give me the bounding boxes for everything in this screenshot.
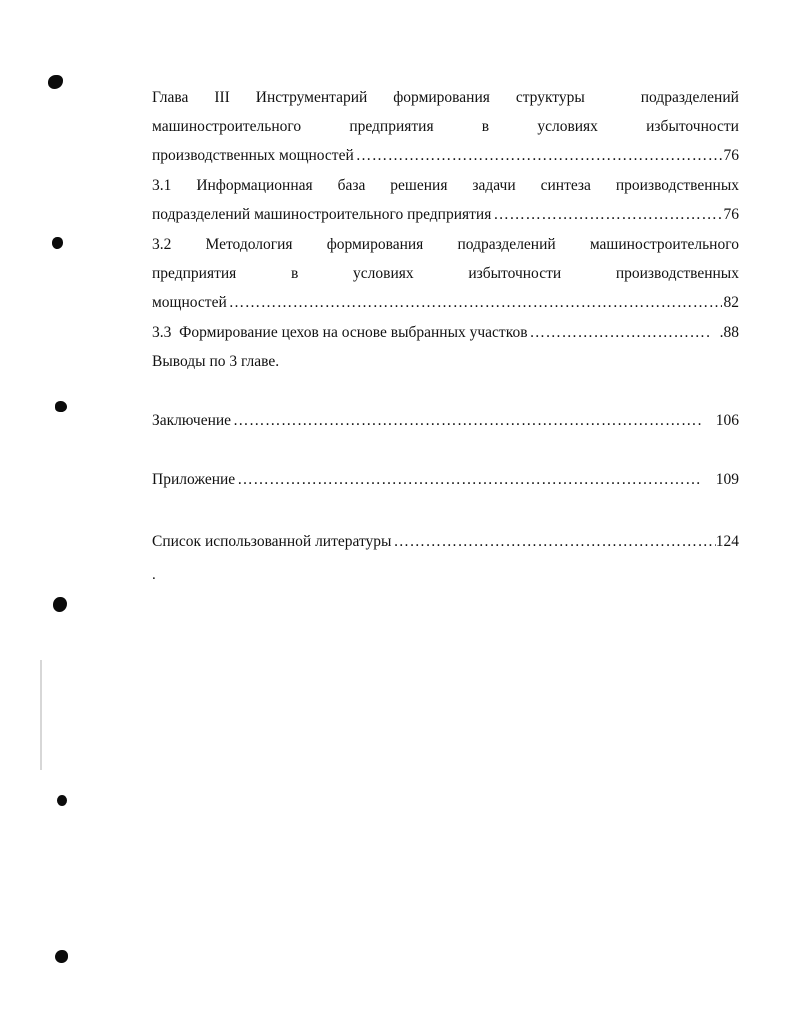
toc-leader-dots [393,531,715,553]
punch-hole-mark [55,401,67,412]
toc-word: Глава [152,89,189,106]
toc-word: Инструментарий [255,89,368,106]
toc-page-number: 76 [723,206,739,223]
toc-word: подразделений [640,89,739,106]
toc-chapter3-line2 [152,116,739,138]
toc-word: Методология [205,236,293,253]
toc-entry-text: 3.3 Формирование цехов на основе выбранных участков [152,324,528,341]
toc-word: III [214,89,230,106]
toc-word: 3.2 [152,236,172,253]
toc-leader-dots [229,292,722,314]
toc-word: машиностроительного [152,118,302,135]
toc-word: решения [390,177,448,194]
toc-s32-line1 [152,234,739,256]
toc-leader-dots [233,410,702,432]
toc-leader-dots [530,322,710,344]
toc-s32-line3 [152,292,739,314]
toc-leader-dots [356,145,722,167]
toc-entry-text: производственных мощностей [152,147,354,164]
toc-leader-dots [493,204,721,226]
toc-word: база [337,177,366,194]
toc-word: условиях [537,118,598,135]
toc-page-number: 82 [723,294,739,311]
punch-hole-mark [53,597,67,612]
toc-page-number: 106 [715,412,739,429]
toc-word: в [481,118,490,135]
toc-word: формирования [393,89,490,106]
toc-chapter3-line1 [152,87,739,109]
toc-entry-text: Приложение [152,471,236,488]
toc-word: в [290,265,299,282]
toc-chapter3-line3 [152,145,739,167]
toc-word: предприятия [349,118,434,135]
punch-hole-mark [52,237,63,249]
toc-word: избыточности [468,265,562,282]
toc-word: синтеза [540,177,591,194]
toc-prilozhenie [152,469,739,491]
toc-page-number: 109 [715,471,739,488]
toc-word: производственных [615,177,739,194]
toc-word: задачи [472,177,516,194]
toc-page-number: .88 [719,324,739,341]
toc-s31-line1 [152,175,739,197]
toc-word: подразделений [457,236,556,253]
toc-word: условиях [353,265,414,282]
toc-page-number: 124 [715,533,739,550]
toc-word: формирования [326,236,424,253]
toc-s31-line2 [152,204,739,226]
toc-word: 3.1 [152,177,172,194]
toc-literatura [152,531,739,553]
toc-leader-dots [237,469,702,491]
toc-page-number: 76 [723,147,739,164]
toc-entry-text: мощностей [152,294,227,311]
scan-edge-artifact [40,660,42,770]
toc-word: производственных [615,265,739,282]
punch-hole-mark [48,75,63,89]
toc-s33 [152,322,739,344]
toc-word: машиностроительного [589,236,739,253]
toc-entry-text: Список использованной литературы [152,533,392,550]
toc-conclusions [152,351,739,373]
toc-word: структуры [515,89,585,106]
toc-word: избыточности [646,118,739,135]
stray-dot: . [152,567,156,583]
toc-entry-text: Выводы по 3 главе. [152,353,280,370]
toc-entry-text: Заключение [152,412,232,429]
toc-entry-text: подразделений машиностроительного предприятия [152,206,492,223]
punch-hole-mark [57,795,67,806]
toc-word: предприятия [152,265,237,282]
toc-word: Информационная [196,177,313,194]
toc-zaklyuchenie [152,410,739,432]
punch-hole-mark [55,950,68,963]
toc-s32-line2 [152,263,739,285]
